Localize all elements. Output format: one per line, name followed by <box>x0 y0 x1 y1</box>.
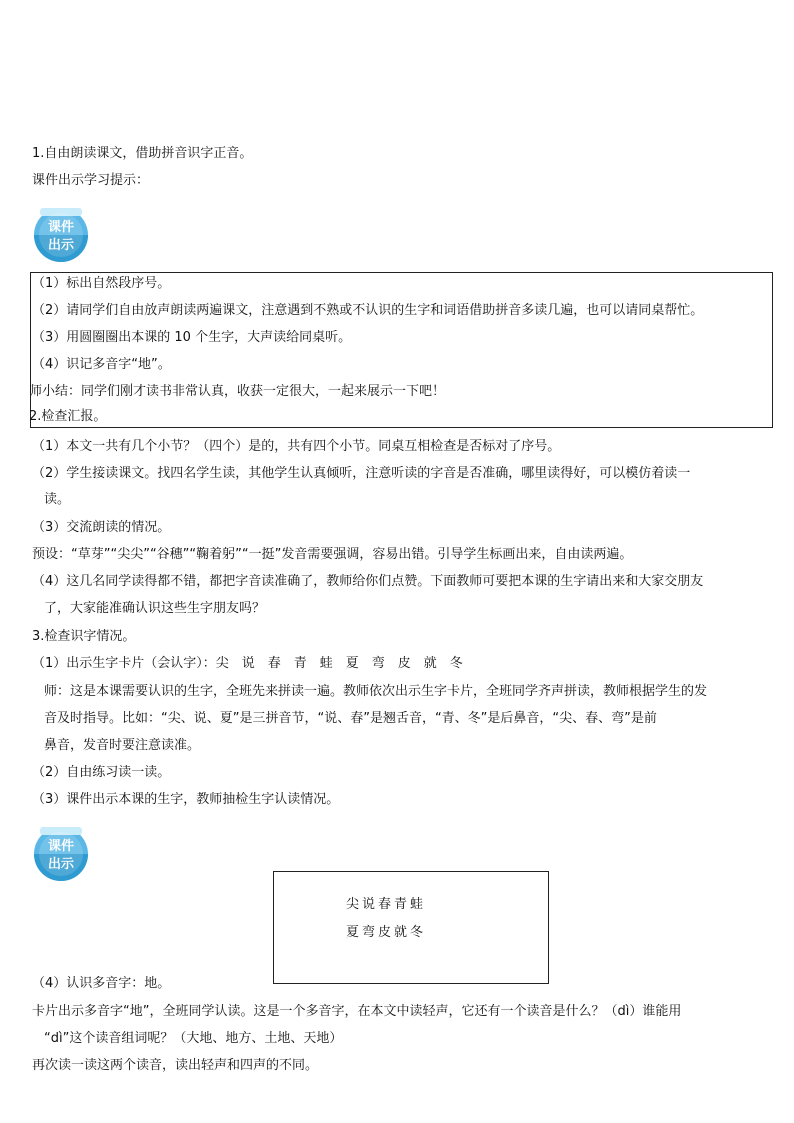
courseware-prompt: 课件出示学习提示： <box>32 173 150 188</box>
report-4: （4）这几名同学读得都不错，都把字音读准确了，教师给你们点赞。下面教师可要把本课的生字请出来和大家交朋友 <box>32 574 704 589</box>
badge-bottom-text: 出示 <box>47 238 75 253</box>
report-4-cont: 了，大家能准确认识这些生字朋友吗？ <box>44 601 266 616</box>
badge-bottom-text: 出示 <box>47 857 75 872</box>
report-2: （2）学生接读课文。找四名学生读，其他学生认真倾听，注意听读的字音是否准确，哪里读得好，可以模仿着读一 <box>32 466 691 481</box>
teacher-guide-3: 鼻音，发音时要注意读准。 <box>44 738 201 753</box>
step-1-heading: 1.自由朗读课文，借助拼音识字正音。 <box>32 146 253 161</box>
polyphone-1: 卡片出示多音字“地”，全班同学认读。这是一个多音字，在本文中读轻声，它还有一个读音是什么？（dì）谁能用 <box>32 1004 682 1019</box>
step-3-heading: 3.检查识字情况。 <box>32 629 136 644</box>
teacher-guide-2: 音及时指导。比如：“尖、说、夏”是三拼音节，“说、春”是翘舌音，“青、冬”是后鼻音，“尖、春、弯”是前 <box>44 711 657 726</box>
tip-1: （1）标出自然段序号。 <box>32 276 171 291</box>
report-2-cont: 读。 <box>44 492 71 507</box>
learning-tips-box <box>30 272 773 428</box>
preset-note: 预设：“草芽”“尖尖”“谷穗”“鞠着躬”“一挺”发音需要强调，容易出错。引导学生标画出来，自由读两遍。 <box>32 547 633 562</box>
report-3: （3）交流朗读的情况。 <box>32 520 171 535</box>
polyphone-2: “dì”这个读音组词呢？（大地、地方、土地、天地） <box>44 1031 343 1046</box>
report-1: （1）本文一共有几个小节？（四个）是的，共有四个小节。同桌互相检查是否标对了序号。 <box>32 439 561 454</box>
teacher-summary: 师小结：同学们刚才读书非常认真，收获一定很大，一起来展示一下吧！ <box>29 384 446 399</box>
check-1: （1）出示生字卡片（会认字）：尖 说 春 青 蛙 夏 弯 皮 就 冬 <box>32 656 463 671</box>
polyphone-3: 再次读一读这两个读音，读出轻声和四声的不同。 <box>32 1058 319 1073</box>
step-2-heading: 2.检查汇报。 <box>29 409 107 424</box>
courseware-display-icon <box>32 823 90 881</box>
card-row-2: 夏弯皮就冬 <box>346 925 427 940</box>
tip-2: （2）请同学们自由放声朗读两遍课文，注意遇到不熟或不认识的生字和词语借助拼音多读几遍，也可以请同桌帮忙。 <box>32 303 704 318</box>
check-4: （4）认识多音字：地。 <box>32 976 171 991</box>
check-2: （2）自由练习读一读。 <box>32 765 171 780</box>
card-row-1: 尖说春青蛙 <box>346 897 427 912</box>
badge-top-text: 课件 <box>47 839 75 854</box>
badge-top-text: 课件 <box>47 220 75 235</box>
teacher-guide-1: 师：这是本课需要认识的生字，全班先来拼读一遍。教师依次出示生字卡片，全班同学齐声拼读，教师根据学生的发 <box>44 684 708 699</box>
check-3: （3）课件出示本课的生字，教师抽检生字认读情况。 <box>32 792 340 807</box>
tip-3: （3）用圆圈圈出本课的 10 个生字，大声读给同桌听。 <box>32 330 352 345</box>
courseware-display-icon <box>32 204 90 262</box>
tip-4: （4）识记多音字“地”。 <box>32 357 171 372</box>
